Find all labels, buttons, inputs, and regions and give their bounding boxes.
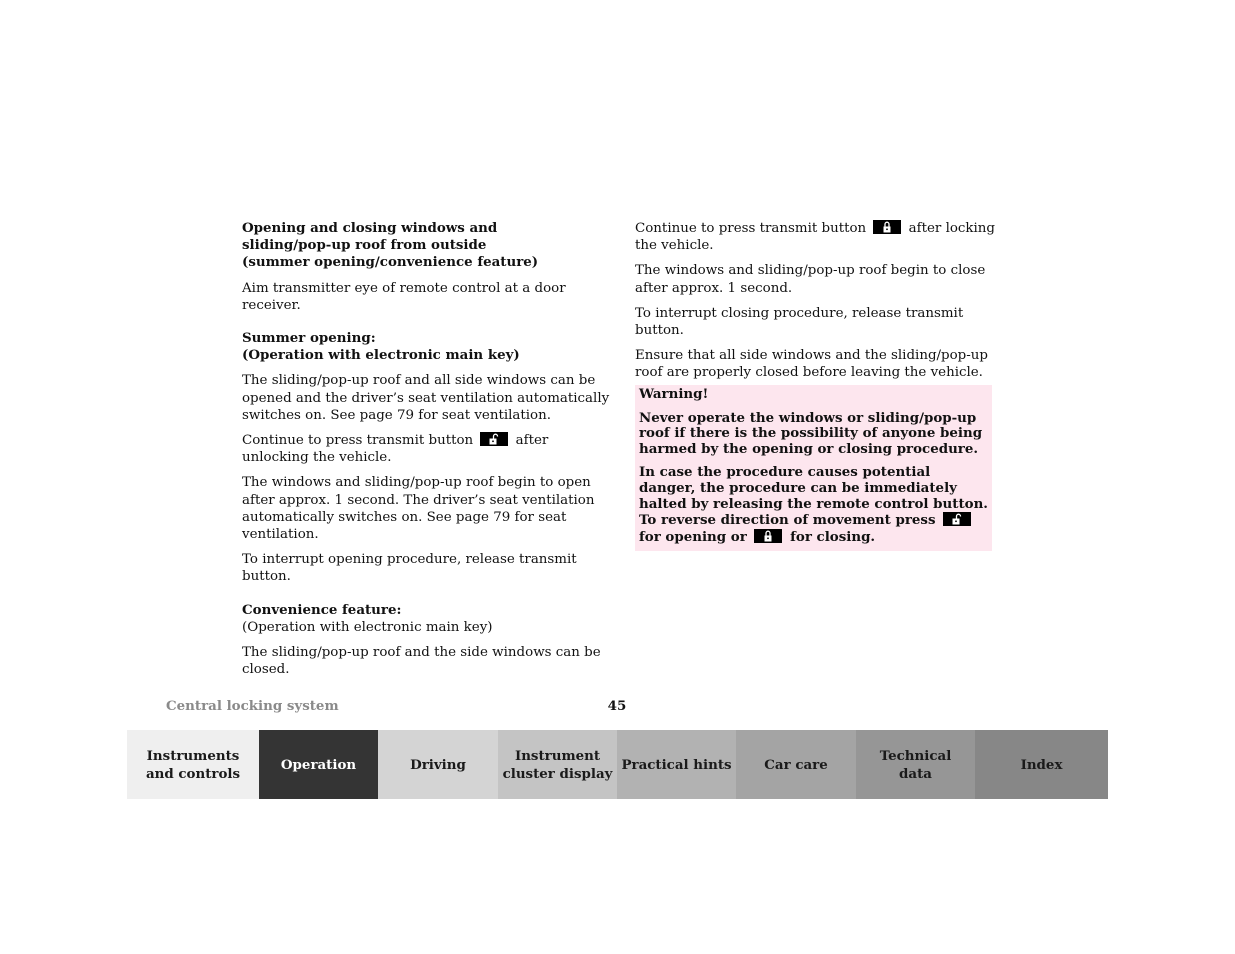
tab-instrument-cluster-display[interactable]: Instrument cluster display bbox=[498, 730, 617, 799]
tab-car-care[interactable]: Car care bbox=[736, 730, 856, 799]
continue-text: Continue to press transmit button bbox=[242, 433, 478, 449]
warning-paragraph-never-operate: Never operate the windows or sliding/pop-up roof if there is the possibility of anyone being harmed by the opening or closing procedure. bbox=[639, 409, 983, 457]
warning-title: Warning! bbox=[639, 386, 709, 402]
tab-instruments-and-controls[interactable]: Instruments and controls bbox=[127, 730, 259, 799]
chapter-tabs bbox=[127, 730, 1108, 799]
warning-box bbox=[635, 385, 992, 551]
unlock-button-icon bbox=[943, 512, 971, 526]
paragraph-windows-begin-open: The windows and sliding/pop-up roof begin to open after approx. 1 second. The driver’s seat ventilation automatically switches on. See page 79 for seat ventilation. bbox=[242, 475, 595, 543]
paragraph-summer-opening-description: The sliding/pop-up roof and all side windows can be opened and the driver’s seat ventilation automatically switches on. See page 79 for seat ventilation. bbox=[242, 373, 610, 423]
paragraph-interrupt-closing: To interrupt closing procedure, release transmit button. bbox=[635, 305, 964, 339]
after-locking-text: after locking the vehicle. bbox=[635, 221, 996, 254]
left-column bbox=[242, 220, 610, 678]
warning-text-part-3: for closing. bbox=[785, 528, 876, 545]
lock-button-icon bbox=[873, 220, 901, 234]
paragraph-interrupt-opening: To interrupt opening procedure, release transmit button. bbox=[242, 552, 577, 585]
section-heading-convenience-feature: Convenience feature: bbox=[242, 601, 402, 618]
paragraph-aim-transmitter: Aim transmitter eye of remote control at a door receiver. bbox=[242, 280, 566, 313]
right-column bbox=[635, 220, 997, 382]
paragraph-ensure-closed: Ensure that all side windows and the sliding/pop-up roof are properly closed before leaving the vehicle. bbox=[635, 348, 988, 381]
after-unlocking-text: after unlocking the vehicle. bbox=[242, 433, 549, 466]
paragraph-windows-begin-close: The windows and sliding/pop-up roof begin to close after approx. 1 second. bbox=[635, 263, 986, 296]
tab-driving[interactable]: Driving bbox=[378, 730, 498, 799]
tab-operation[interactable]: Operation bbox=[259, 730, 378, 799]
footer-section-title: Central locking system bbox=[166, 698, 339, 714]
paragraph-continue-unlocking bbox=[242, 432, 610, 466]
paragraph-convenience-description: The sliding/pop-up roof and the side windows can be closed. bbox=[242, 645, 601, 678]
warning-text-part-1: In case the procedure causes potential danger, the procedure can be immediately halted by releasing the remote control button. To reverse direction of movement press bbox=[639, 464, 988, 529]
section-heading-summer-opening: Summer opening: (Operation with electronic main key) bbox=[242, 330, 520, 364]
page-number: 45 bbox=[607, 698, 627, 714]
lock-button-icon bbox=[754, 529, 782, 543]
convenience-feature-subheading: (Operation with electronic main key) bbox=[242, 619, 493, 635]
tab-practical-hints[interactable]: Practical hints bbox=[617, 730, 736, 799]
warning-text-part-2: for opening or bbox=[639, 528, 752, 545]
paragraph-continue-locking bbox=[635, 220, 997, 254]
section-heading-opening-closing: Opening and closing windows and sliding/pop-up roof from outside (summer opening/convenience feature) bbox=[242, 220, 539, 271]
tab-index[interactable]: Index bbox=[975, 730, 1108, 799]
unlock-button-icon bbox=[480, 432, 508, 446]
tab-technical-data[interactable]: Technical data bbox=[856, 730, 975, 799]
warning-paragraph-procedure-danger bbox=[639, 465, 988, 545]
continue-text: Continue to press transmit button bbox=[635, 221, 871, 236]
